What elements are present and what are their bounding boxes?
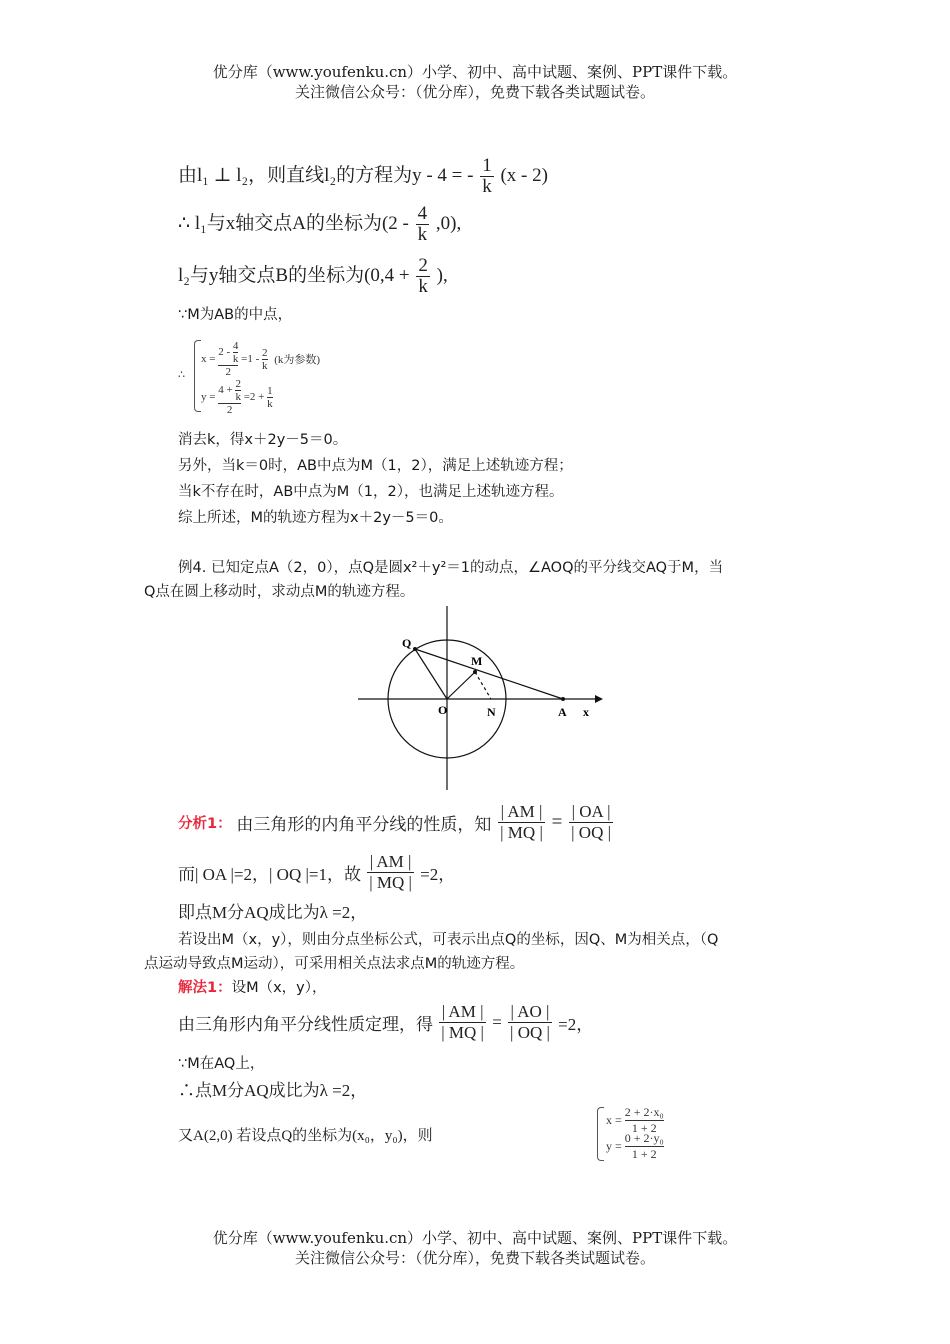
summary: 综上所述，M的轨迹方程为x＋2y－5＝0。 [178,510,453,526]
label-M: M [471,654,483,668]
header-line-1: 优分库（www.youfenku.cn）小学、初中、高中试题、案例、PPT课件下载。 [212,63,738,81]
label-O: O [438,703,448,717]
footer-line-1: 优分库（www.youfenku.cn）小学、初中、高中试题、案例、PPT课件下载。 [212,1229,738,1247]
label-Q: Q [402,636,412,650]
system-brace [597,1107,604,1161]
param-y-line: y = 4 + $\frac{2}{k}$ 2 =2 + $\frac{1}{k}$ [201,378,273,416]
label-N: N [487,705,496,719]
example-4-line-2: Q点在圆上移动时，求动点M的轨迹方程。 [144,584,415,600]
bisector-OM [447,672,475,699]
midpoint-statement: ∵M为AB的中点， [178,307,293,323]
eliminate-k: 消去k，得x＋2y－5＝0。 [178,432,348,448]
solution-heading: 解法1：设M（x，y）， [178,980,327,996]
analysis-label: 分析1： [178,816,232,832]
segment-OQ [415,649,447,699]
analysis-ratio: 即点M分AQ成比为λ =2， [178,903,368,922]
M-on-AQ: ∵M在AQ上， [178,1056,265,1072]
system-y: y = $\frac{\text{0 + 2·y₀}}{1 + 2}$ [606,1131,664,1161]
footer-line-2: 关注微信公众号：（优分库），免费下载各类试题试卷。 [294,1249,655,1267]
header-line-2: 关注微信公众号：（优分库），免费下载各类试题试卷。 [294,83,655,101]
label-A: A [558,705,567,719]
case-k-none: 当k不存在时，AB中点为M（1，2），也满足上述轨迹方程。 [178,484,564,500]
analysis-para-2: 点运动导致点M运动），可采用相关点法求点M的轨迹方程。 [144,956,525,972]
case-k-zero: 另外，当k＝0时，AB中点为M（1，2），满足上述轨迹方程； [178,458,573,474]
solution-last-line: 又A(2,0) 若设点Q的坐标为(x₀，y₀)，则 [178,1128,433,1144]
point-A-coordinate: ∴ l₁与x轴交点A的坐标为(2 - $\frac{4}{k}$ ,0), [178,203,462,245]
solution-label: 解法1： [178,980,232,996]
segment-QA [415,649,563,699]
circle-figure [355,602,605,794]
dashed-MN [475,672,491,699]
therefore-sign: ∴ [178,369,185,381]
param-brace [194,340,201,412]
analysis-line-1: 分析1： 由三角形的内角平分线的性质，知 $\frac{| AM |}{| MQ |}$ = $\frac{| OA |}{| OQ |}$ [178,802,612,842]
system-x: x = $\frac{\text{2 + 2·x₀}}{1 + 2}$ [606,1105,664,1135]
point-A [561,697,565,701]
x-axis-arrow [595,695,603,703]
analysis-para-1: 若设出M（x，y），则由分点坐标公式，可表示出点Q的坐标，因Q、M为相关点，（Q [178,932,719,948]
solution-line-1: 由三角形内角平分线性质定理，得 $\frac{| AM |}{| MQ |}$ = $\frac{| AO |}{| OQ |}$ =2， [178,1002,594,1042]
label-x: x [583,705,589,719]
analysis-line-2: 而| OA |=2，| OQ |=1，故 $\frac{| AM |}{| MQ |}$ =2， [178,852,456,892]
l2-equation: 由l₁ ⊥ l₂，则直线l₂的方程为y - 4 = - $\frac{1}{k}$ (x - 2) [178,155,548,197]
solution-ratio: ∴点M分AQ成比为λ =2， [178,1081,368,1100]
param-x-line: x = 2 - $\frac{4}{k}$ 2 =1 - $\frac{2}{k}$ (k为参数) [201,340,321,378]
example-4-line-1: 例4. 已知定点A（2，0），点Q是圆x²＋y²＝1的动点，∠AOQ的平分线交AQ于M，当 [178,560,724,576]
point-B-coordinate: l₂与y轴交点B的坐标为(0,4 + $\frac{2}{k}$ ), [178,255,448,297]
point-M [473,670,477,674]
point-Q [413,647,417,651]
